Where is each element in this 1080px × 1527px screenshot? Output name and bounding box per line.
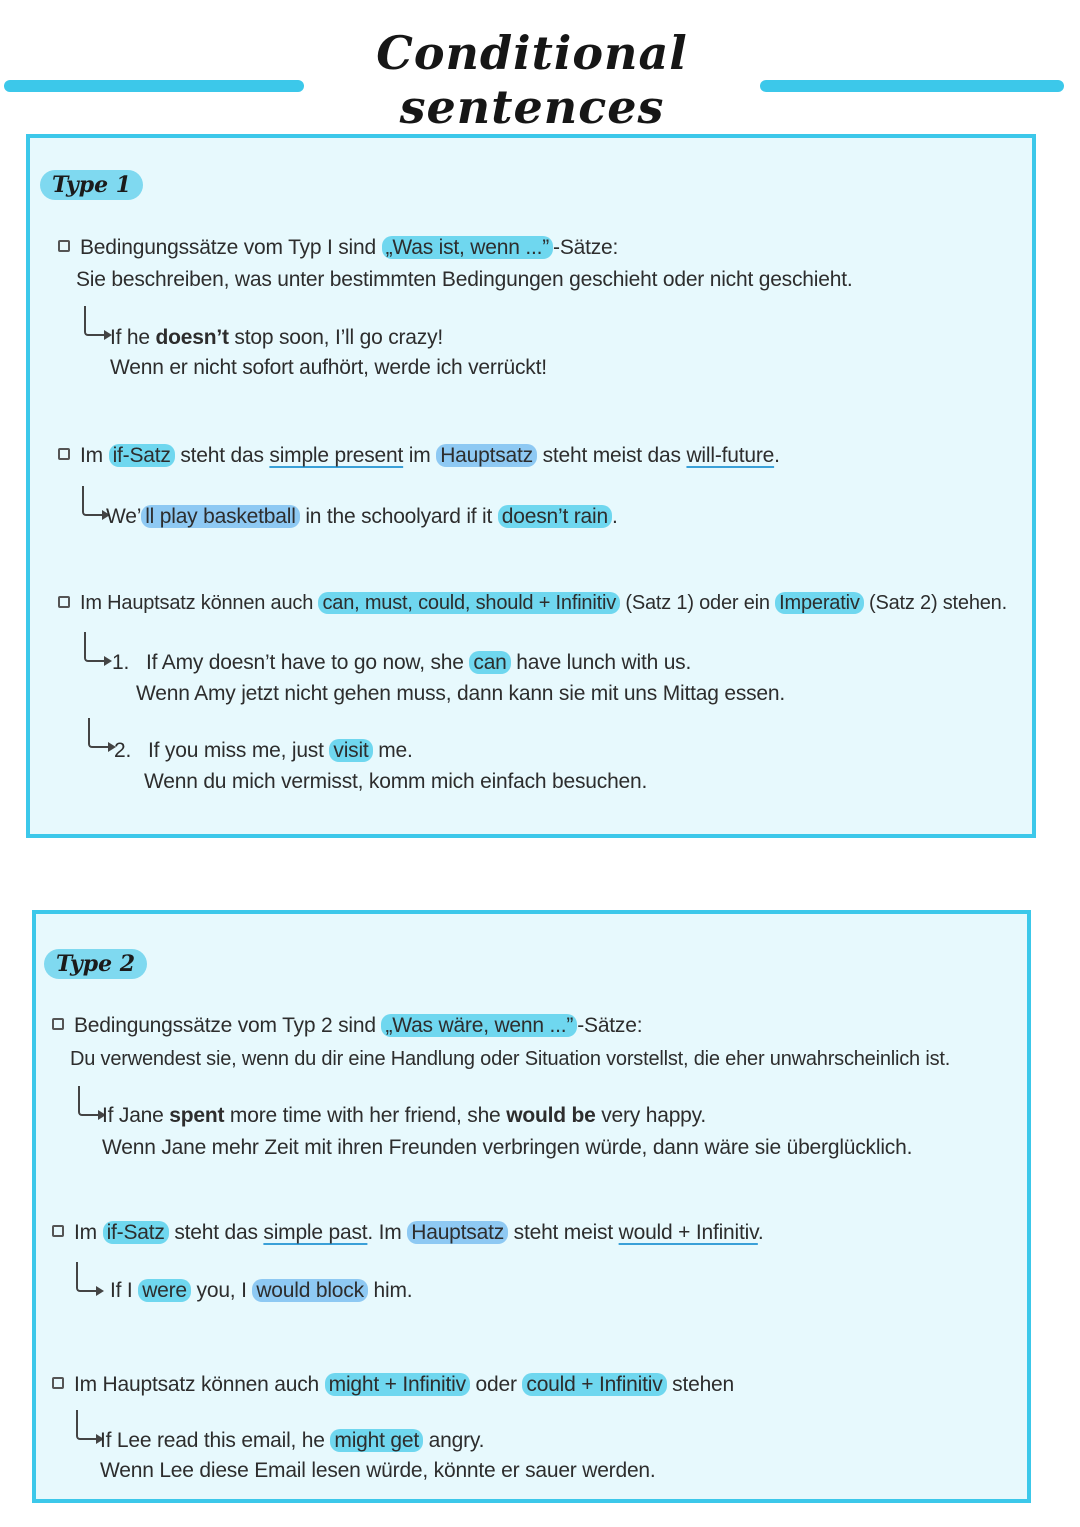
highlight: could + Infinitiv bbox=[522, 1373, 666, 1396]
text: you, I bbox=[190, 1279, 253, 1302]
highlight: might get bbox=[330, 1429, 423, 1452]
highlight: can, must, could, should + Infinitiv bbox=[318, 592, 620, 614]
text: Im bbox=[74, 1221, 103, 1244]
type2-rule2 bbox=[52, 1221, 763, 1245]
text: -Sätze: bbox=[577, 1014, 643, 1037]
highlight: visit bbox=[329, 739, 372, 762]
underline: simple past bbox=[263, 1221, 368, 1244]
arrow-icon bbox=[76, 1262, 96, 1292]
type2-example1 bbox=[102, 1104, 706, 1128]
type1-example1-de: Wenn er nicht sofort aufhört, werde ich verrückt! bbox=[110, 356, 547, 379]
bullet-icon bbox=[58, 448, 70, 460]
text: 1. bbox=[112, 651, 130, 674]
text-bold: doesn’t bbox=[155, 326, 229, 349]
highlight: if-Satz bbox=[103, 1221, 169, 1244]
type2-box bbox=[32, 910, 1031, 1503]
underline: would + Infinitiv bbox=[618, 1221, 758, 1244]
highlight: were bbox=[138, 1279, 191, 1302]
highlight: might + Infinitiv bbox=[325, 1373, 470, 1396]
type2-example1-de: Wenn Jane mehr Zeit mit ihren Freunden verbringen würde, dann wäre sie überglücklich. bbox=[102, 1136, 913, 1159]
bullet-icon bbox=[58, 596, 70, 608]
type1-example4 bbox=[114, 739, 413, 763]
type1-example4-de: Wenn du mich vermisst, komm mich einfach besuchen. bbox=[144, 770, 648, 793]
type1-rule3 bbox=[58, 592, 1007, 615]
arrow-icon bbox=[82, 486, 102, 516]
bullet-icon bbox=[58, 240, 70, 252]
text: steht das bbox=[174, 444, 270, 467]
text: steht meist das bbox=[536, 444, 687, 467]
text: Bedingungssätze vom Typ 2 sind bbox=[74, 1014, 382, 1037]
text: Im bbox=[80, 444, 109, 467]
text: Bedingungssätze vom Typ I sind bbox=[80, 236, 382, 259]
text: very happy. bbox=[595, 1104, 707, 1127]
title-row bbox=[0, 22, 1080, 134]
text: . bbox=[757, 1221, 764, 1244]
type1-rule2 bbox=[58, 444, 780, 468]
arrow-icon bbox=[84, 306, 104, 336]
text-bold: spent bbox=[169, 1104, 225, 1127]
type1-tag: Type 1 bbox=[40, 170, 143, 200]
type2-rule1-desc: Du verwendest sie, wenn du dir eine Handlung oder Situation vorstellst, die eher unwahrscheinlich ist. bbox=[70, 1048, 951, 1070]
bullet-icon bbox=[52, 1377, 64, 1389]
text: 2. bbox=[114, 739, 132, 762]
highlight: „Was wäre, wenn ...” bbox=[381, 1014, 577, 1037]
text: more time with her friend, she bbox=[224, 1104, 507, 1127]
highlight: Imperativ bbox=[775, 592, 863, 614]
text: If you miss me, just bbox=[148, 739, 330, 762]
type1-example2 bbox=[106, 505, 618, 529]
text: steht das bbox=[168, 1221, 264, 1244]
text: If I bbox=[110, 1279, 139, 1302]
text: me. bbox=[372, 739, 413, 762]
arrow-icon bbox=[76, 1410, 96, 1440]
text: Im Hauptsatz können auch bbox=[74, 1373, 325, 1396]
text: . bbox=[611, 505, 618, 528]
text: -Sätze: bbox=[553, 236, 619, 259]
title-line-left bbox=[4, 80, 304, 92]
type1-example3-de: Wenn Amy jetzt nicht gehen muss, dann kann sie mit uns Mittag essen. bbox=[136, 682, 786, 705]
type2-example3-de: Wenn Lee diese Email lesen würde, könnte er sauer werden. bbox=[100, 1459, 656, 1482]
text: im bbox=[403, 444, 437, 467]
type2-example2 bbox=[110, 1279, 412, 1303]
type2-tag: Type 2 bbox=[44, 949, 147, 979]
text: stop soon, I’ll go crazy! bbox=[228, 326, 444, 349]
underline: simple present bbox=[269, 444, 404, 467]
type1-rule1-desc: Sie beschreiben, was unter bestimmten Bedingungen geschieht oder nicht geschieht. bbox=[76, 268, 853, 291]
arrow-icon bbox=[88, 718, 108, 748]
type1-example1 bbox=[110, 326, 443, 350]
highlight: Hauptsatz bbox=[436, 444, 537, 467]
text: If Lee read this email, he bbox=[100, 1429, 331, 1452]
text: (Satz 2) stehen. bbox=[863, 592, 1007, 614]
arrow-icon bbox=[84, 632, 104, 662]
text: in the schoolyard if it bbox=[299, 505, 498, 528]
type2-rule3 bbox=[52, 1373, 734, 1397]
type2-example3 bbox=[100, 1429, 484, 1453]
text: . Im bbox=[367, 1221, 408, 1244]
text: angry. bbox=[423, 1429, 485, 1452]
text: stehen bbox=[666, 1373, 735, 1396]
text: We’ bbox=[106, 505, 142, 528]
text: If Amy doesn’t have to go now, she bbox=[146, 651, 470, 674]
text: oder bbox=[469, 1373, 523, 1396]
highlight: doesn’t rain bbox=[498, 505, 612, 528]
text-bold: would be bbox=[506, 1104, 596, 1127]
highlight: can bbox=[469, 651, 510, 674]
arrow-icon bbox=[78, 1086, 98, 1116]
text: (Satz 1) oder ein bbox=[620, 592, 776, 614]
type1-example3 bbox=[112, 651, 691, 675]
page-title: Conditional sentences bbox=[376, 26, 688, 134]
bullet-icon bbox=[52, 1225, 64, 1237]
text: If he bbox=[110, 326, 156, 349]
highlight: would block bbox=[252, 1279, 368, 1302]
underline: will-future bbox=[686, 444, 775, 467]
highlight: „Was ist, wenn ...” bbox=[382, 236, 553, 259]
text: If Jane bbox=[102, 1104, 170, 1127]
title-line-right bbox=[760, 80, 1064, 92]
text: have lunch with us. bbox=[510, 651, 692, 674]
highlight: ll play basketball bbox=[141, 505, 300, 528]
type2-rule1 bbox=[52, 1014, 642, 1038]
text: him. bbox=[367, 1279, 413, 1302]
type1-rule1 bbox=[58, 236, 618, 260]
highlight: Hauptsatz bbox=[407, 1221, 508, 1244]
highlight: if-Satz bbox=[109, 444, 175, 467]
bullet-icon bbox=[52, 1018, 64, 1030]
text: Im Hauptsatz können auch bbox=[80, 592, 319, 614]
text: steht meist bbox=[508, 1221, 619, 1244]
text: . bbox=[774, 444, 780, 467]
